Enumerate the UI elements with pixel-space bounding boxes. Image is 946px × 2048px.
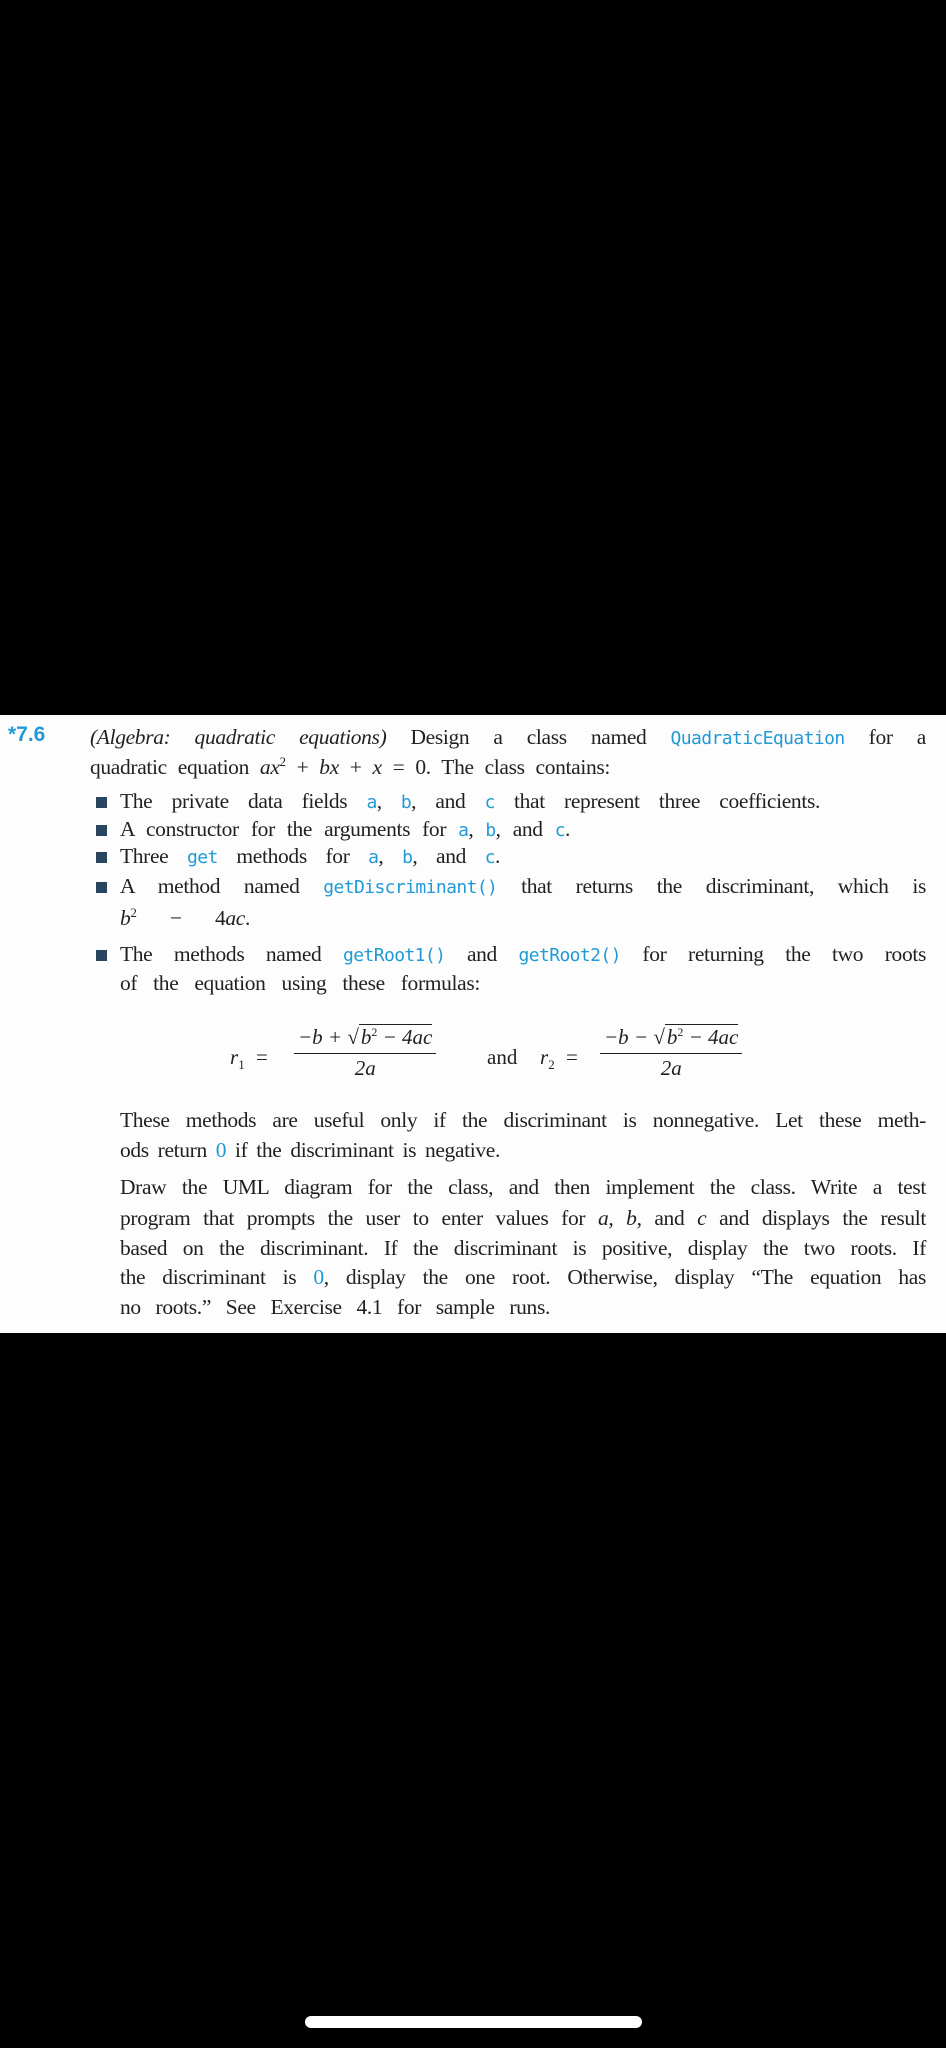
text-line <box>120 969 480 997</box>
text-segment: , display the one root. Otherwise, display “The equation has <box>323 1265 926 1289</box>
text-segment: , <box>468 817 486 841</box>
bullet-icon <box>96 882 107 893</box>
text-segment: and <box>445 942 519 966</box>
text-segment: A method named <box>120 874 324 898</box>
code-term: b <box>400 792 412 813</box>
text-segment: = 0. The class contains: <box>381 755 611 779</box>
text-segment: for returning the two roots <box>620 942 926 966</box>
radicand-exponent: 2 <box>371 1025 378 1039</box>
and-word: and <box>487 1045 518 1069</box>
code-term: c <box>554 820 565 841</box>
r2-numerator <box>600 1025 742 1050</box>
home-indicator[interactable] <box>305 2016 642 2028</box>
r1-fraction <box>294 1025 436 1081</box>
text-segment: based on the discriminant. If the discriminant is positive, display the two roots. If <box>120 1236 926 1260</box>
italic-term: c <box>697 1206 707 1230</box>
list-item <box>120 842 500 872</box>
code-term: getRoot1() <box>343 945 446 966</box>
code-term: c <box>484 847 495 868</box>
text-segment: , <box>608 1206 627 1230</box>
text-segment: , and <box>411 789 485 813</box>
text-segment: These methods are useful only if the discriminant is nonnegative. Let these meth- <box>120 1108 926 1132</box>
radicand-b: b <box>666 1025 678 1049</box>
bullet-icon <box>96 825 107 836</box>
text-segment: , and <box>495 817 555 841</box>
text-segment: The methods named <box>120 942 344 966</box>
list-item <box>120 872 926 902</box>
sqrt-icon: √ <box>347 1025 359 1049</box>
text-segment: the discriminant is <box>120 1265 314 1289</box>
text-line <box>120 1293 550 1321</box>
text-segment: methods for <box>217 844 369 868</box>
italic-term: ax <box>259 755 280 779</box>
text-line <box>120 1173 926 1201</box>
text-segment: , and <box>636 1206 698 1230</box>
r1-denominator: 2a <box>354 1056 376 1081</box>
superscript: 2 <box>130 905 137 920</box>
text-segment: , <box>378 844 403 868</box>
text-segment: of the equation using these formulas: <box>120 971 480 995</box>
text-line <box>120 1136 500 1164</box>
quadratic-formulas <box>0 1025 946 1115</box>
radicand-rest: − 4ac <box>377 1025 433 1049</box>
text-segment: program that prompts the user to enter values for <box>120 1206 598 1230</box>
code-term: a <box>368 847 379 868</box>
text-line <box>120 1263 926 1291</box>
r2-subscript: 2 <box>548 1057 555 1073</box>
r1-label <box>230 1045 245 1073</box>
text-line <box>90 753 610 781</box>
bullet-icon <box>96 852 107 863</box>
text-segment: that represent three coefficients. <box>494 789 820 813</box>
code-term: getDiscriminant() <box>323 877 498 898</box>
text-segment: , and <box>412 844 485 868</box>
italic-term: b <box>626 1206 637 1230</box>
r2-denominator: 2a <box>660 1056 682 1081</box>
numerator-prefix: −b − <box>604 1025 654 1049</box>
exercise-number: *7.6 <box>8 723 46 746</box>
r2-symbol: r <box>540 1045 549 1069</box>
text-segment: Three <box>120 844 188 868</box>
text-segment: + <box>285 755 320 779</box>
r2-equals: = <box>566 1045 578 1069</box>
list-item <box>120 787 820 817</box>
r1-subscript: 1 <box>238 1057 245 1073</box>
text-segment: no roots.” See Exercise 4.1 for sample runs. <box>120 1295 550 1319</box>
highlight-number: 0 <box>313 1265 324 1289</box>
highlight-number: 0 <box>215 1138 227 1162</box>
text-line <box>120 904 250 932</box>
fraction-bar <box>294 1053 436 1054</box>
italic-term: bx <box>319 755 339 779</box>
text-segment: ods return <box>120 1138 216 1162</box>
superscript: 2 <box>279 754 286 769</box>
radicand-b: b <box>360 1025 372 1049</box>
italic-term: ac <box>225 906 245 930</box>
list-item <box>120 940 926 970</box>
text-segment: for a <box>844 725 926 749</box>
text-segment: + <box>338 755 373 779</box>
text-segment: and displays the result <box>706 1206 926 1230</box>
text-line <box>90 723 926 753</box>
code-term: c <box>484 792 495 813</box>
text-segment: A constructor for the arguments for <box>120 817 459 841</box>
text-line <box>120 1204 926 1232</box>
text-segment: . <box>494 844 500 868</box>
bullet-icon <box>96 950 107 961</box>
text-segment: − 4 <box>136 906 226 930</box>
code-term: QuadraticEquation <box>670 728 845 749</box>
text-segment: if the discriminant is negative. <box>226 1138 500 1162</box>
r2-label <box>540 1045 555 1073</box>
bullet-icon <box>96 797 107 808</box>
text-line <box>120 1234 926 1262</box>
code-term: a <box>366 792 377 813</box>
text-segment: . <box>564 817 570 841</box>
text-segment: that returns the discriminant, which is <box>497 874 926 898</box>
r2-fraction <box>600 1025 742 1081</box>
text-segment: quadratic equation <box>90 755 260 779</box>
italic-term: a <box>597 1206 609 1230</box>
code-term: getRoot2() <box>518 945 621 966</box>
fraction-bar <box>600 1053 742 1054</box>
text-segment: , <box>376 789 401 813</box>
text-segment: The private data fields <box>120 789 367 813</box>
numerator-prefix: −b + <box>298 1025 348 1049</box>
code-term: b <box>402 847 413 868</box>
text-segment: Draw the UML diagram for the class, and then implement the class. Write a test <box>120 1175 926 1199</box>
code-term: b <box>485 820 496 841</box>
code-term: get <box>187 847 218 868</box>
radicand-rest: − 4ac <box>683 1025 739 1049</box>
list-item <box>120 815 570 845</box>
italic-term: x <box>372 755 382 779</box>
exercise-page <box>0 715 946 1333</box>
text-segment: . <box>244 906 250 930</box>
r1-numerator <box>294 1025 436 1050</box>
r1-equals: = <box>256 1045 268 1069</box>
text-segment: Design a class named <box>386 725 671 749</box>
italic-term: (Algebra: quadratic equations) <box>90 725 387 749</box>
r1-symbol: r <box>230 1045 239 1069</box>
sqrt-icon: √ <box>653 1025 665 1049</box>
italic-term: b <box>120 906 131 930</box>
radicand-exponent: 2 <box>677 1025 684 1039</box>
code-term: a <box>458 820 469 841</box>
